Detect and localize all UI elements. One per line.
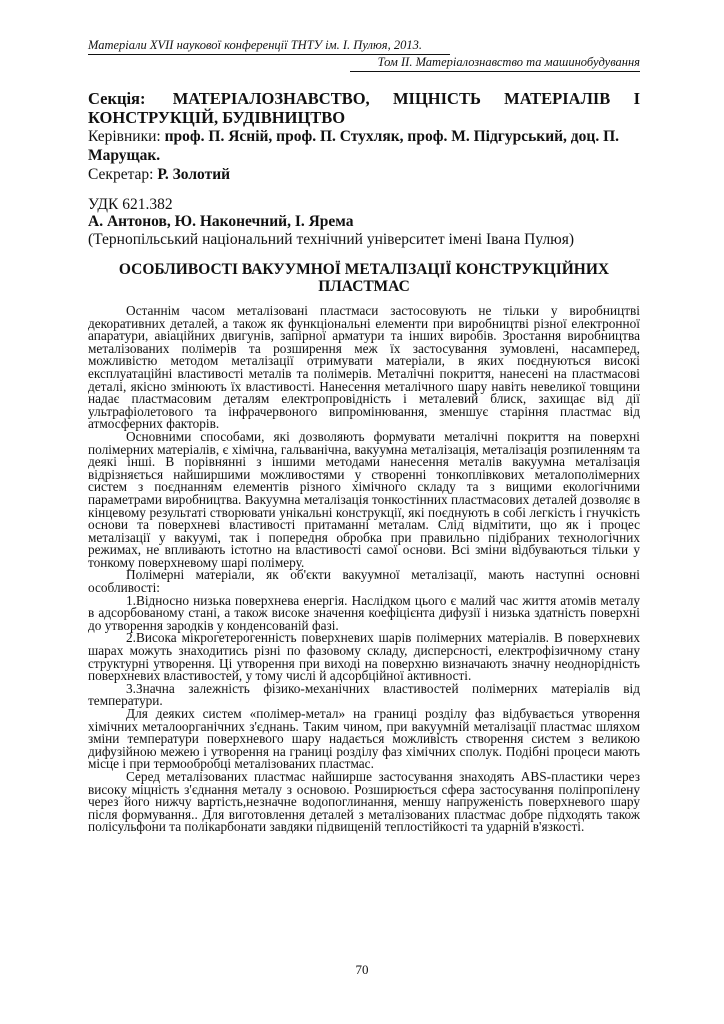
section-heading [88,89,640,127]
supervisors-label: Керівники: [88,128,161,145]
section-name: МАТЕРІАЛОЗНАВСТВО, МІЦНІСТЬ МАТЕРІАЛІВ І КОНСТРУКЦІЙ, БУДІВНИЦТВО [88,89,640,127]
secretary-line [88,165,640,184]
list-item-3: 3.Значна залежність фізико-механічних властивостей полімерних матеріалів від температури. [88,680,640,709]
author-affiliation: (Тернопільський національний технічний університет імені Івана Пулюя) [88,231,575,248]
running-header-volume: Том ІІ. Матеріалознавство та машинобудування [350,55,640,72]
supervisors-names: проф. П. Ясній, проф. П. Стухляк, проф. М. Підгурський, доц. П. Марущак. [88,128,620,164]
body-paragraph: Серед металізованих пластмас найширше застосування знаходять ABS-пластики через високу міцність з'єднання металу з основою. Розширюється сфера застосування поліпропілену через його нижчу вартість,незначне водопоглинання, меншу напруженість поверхневого шару після формування.. Для виготовлення деталей з металізованих пластмас добре підходять також полісульфони та полікарбонати завдяки підвищеній теплостійкості та ударній в'язкості. [88,768,640,835]
article-authors: А. Антонов, Ю. Наконечний, І. Ярема [88,213,354,230]
body-paragraph: Основними способами, які дозволяють формувати металічні покриття на поверхні полімерних матеріалів, є хімічна, гальванічна, вакуумна металізація, металізація розпиленням та деякі інші. В порівнянні з іншими методами нанесення металів вакуумна металізація відрізняється найширшими можливостями у створенні тонкоплівкових металополімерних систем з поєднанням елементів різного хімічного складу та з вищими екологічними параметрами виробництва. Вакуумна металізація тонкостінних пластмасових деталей дозволяє в кінцевому результаті створювати унікальні конструкції, які поєднують в собі легкість і гнучкість основи та поверхневі властивості притаманні металам. Слід відмітити, що як і процес металізації у вакуумі, так і попередня обробка при правильно підібраних технологічних режимах, не впливають істотно на властивості самої основи. Всі зміни відбуваються тільки у тонкому поверхневому шарі полімеру. [88,428,640,570]
supervisors-line [88,127,640,165]
page-content [88,38,640,834]
secretary-name: Р. Золотий [157,166,231,183]
section-label: Секція: [88,89,146,108]
article-title: ОСОБЛИВОСТІ ВАКУУМНОЇ МЕТАЛІЗАЦІЇ КОНСТРУКЦІЙНИХ ПЛАСТМАС [118,261,610,295]
page-number: 70 [355,962,369,977]
running-header-conference: Матеріали XVII наукової конференції ТНТУ ім. І. Пулюя, 2013. [88,38,450,55]
body-paragraph: Полімерні матеріали, як об'єкти вакуумної металізації, мають наступні основні особливості: [88,567,640,596]
list-item-2: 2.Висока мікрогетерогенність поверхневих шарів полімерних матеріалів. В поверхневих шарах можуть знаходитись різні по фазовому складу, дисперсності, електрофізичному стану структурні утворення. Ці утворення при виході на поверхню визначають значну неоднорідність поверхневих властивостей, у тому числі й адсорбційної активності. [88,630,640,684]
list-item-1: 1.Відносно низька поверхнева енергія. Наслідком цього є малий час життя атомів металу в адсорбованому стані, а також високе значення коефіцієнта дифузії і низька здатність поверхні до утворення зародків у конденсованій фазі. [88,592,640,633]
udk-code: УДК 621.382 [88,196,173,213]
body-paragraph: Останнім часом металізовані пластмаси застосовують не тільки у виробництві декоративних деталей, а також як функціональні елементи при виробництві різної електронної апаратури, авіаційних двигунів, запірної арматури та інших виробів. Зростання виробництва металізованих полімерів та розширення меж їх застосування зумовлені, насамперед, можливістю методом металізації отримувати матеріали, в яких поєднуються високі експлуатаційні властивості металів та полімерів. Металічні покриття, нанесені на пластмасові деталі, якісно змінюють їх властивості. Нанесення металічного шару навіть невеликої товщини надає пластмасовим деталям електропровідність і металевий блиск, захищає від дії ультрафіолетового та інфрачервоного випромінювання, зменшує старіння пластмас від атмосферних факторів. [88,303,640,432]
article-body [88,305,640,834]
secretary-label: Секретар: [88,166,154,183]
body-paragraph: Для деяких систем «полімер-метал» на границі розділу фаз відбувається утворення хімічних металоорганічних з'єднань. Таким чином, при вакуумній металізації пластмас шляхом зміни температури поверхневого шару надається можливість створення систем з великою дифузійною межею і утворення на границі розділу фаз хімічних сполук. Подібні процеси мають місце і при термообробці металізованих пластмас. [88,706,640,772]
